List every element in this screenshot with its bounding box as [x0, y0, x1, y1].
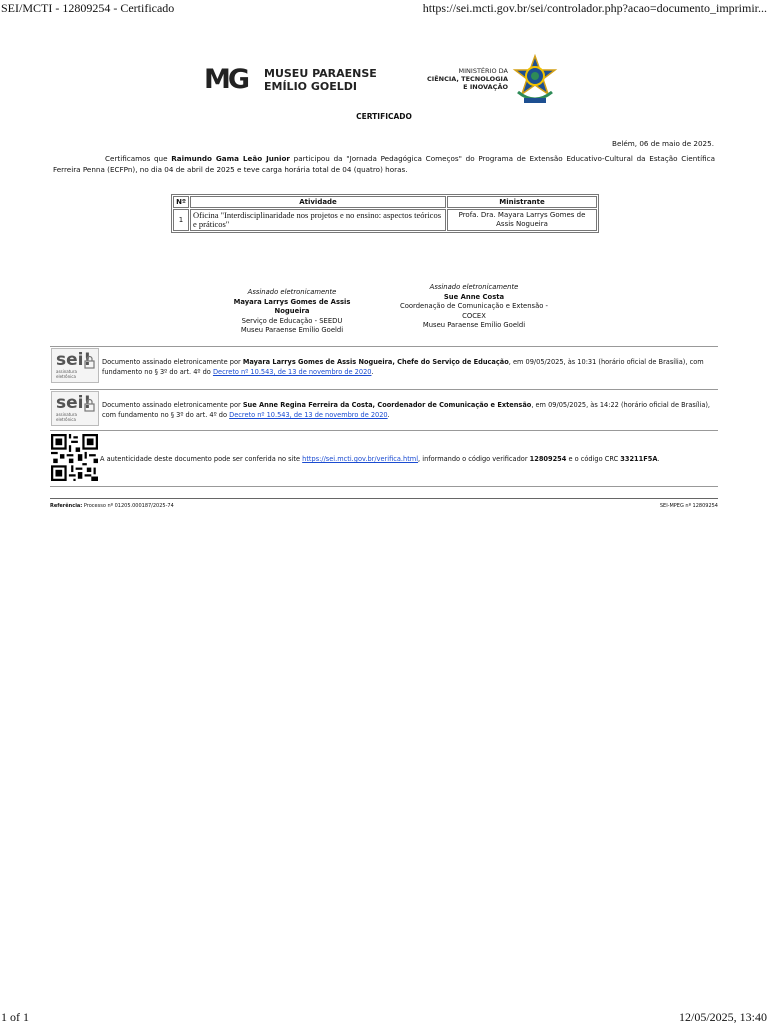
brazil-coat-of-arms-icon [510, 54, 560, 108]
document-title: CERTIFICADO [356, 112, 412, 121]
ministry-logo [418, 67, 508, 97]
ministry-line3: E INOVAÇÃO [463, 83, 508, 91]
signature-1-name: Mayara Larrys Gomes de Assis Nogueira [233, 297, 351, 315]
museum-logo-mark: MG [204, 64, 248, 95]
verification-code: 12809254 [529, 455, 567, 463]
divider [50, 389, 718, 390]
table-header-activity: Atividade [190, 196, 446, 208]
divider [50, 346, 718, 347]
table-header-speaker: Ministrante [447, 196, 597, 208]
table-header-number: Nº [173, 196, 189, 208]
document-id: SEI-MPEG nº 12809254 [659, 503, 718, 509]
signature-1-org: Museu Paraense Emílio Goeldi [240, 326, 344, 334]
row-number: 1 [173, 209, 189, 231]
e-signature-1-text: Documento assinado eletronicamente por Mayara Larrys Gomes de Assis Nogueira, Chefe do Serviço de Educação, em 09/05/2025, às 10:31 (horário oficial de Brasília), com fundamento no § 3º do art. 4º do Decreto nº 10.543, de 13 de novembro de 2020. [102, 358, 704, 376]
divider [50, 430, 718, 431]
signature-2-dept: Coordenação de Comunicação e Extensão - [399, 302, 549, 310]
decree-link-1[interactable]: Decreto nº 10.543, de 13 de novembro de 2020 [212, 368, 372, 376]
participant-name: Raimundo Gama Leão Junior [171, 154, 290, 163]
row-speaker: Profa. Dra. Mayara Larrys Gomes de Assis Nogueira [447, 209, 597, 231]
divider [50, 486, 718, 487]
signature-2-name: Sue Anne Costa [443, 292, 505, 301]
signature-2-dept-code: COCEX [462, 311, 486, 320]
body-intro: Certificamos que [105, 154, 172, 163]
padlock-icon [84, 398, 95, 412]
qr-code-icon [51, 434, 98, 481]
ministry-line2: CIÊNCIA, TECNOLOGIA [427, 75, 508, 83]
sei-logo-text: sei! [56, 350, 92, 370]
verification-link[interactable]: https://sei.mcti.gov.br/verifica.html [302, 455, 419, 463]
print-page-title: SEI/MCTI - 12809254 - Certificado [1, 1, 175, 15]
museum-logo [204, 64, 377, 96]
table-row [173, 209, 597, 231]
sei-signature-logo-2 [51, 391, 99, 426]
e-signature-2-text: Documento assinado eletronicamente por Sue Anne Regina Ferreira da Costa, Coordenador de Comunicação e Extensão, em 09/05/2025, às 14:22 (horário oficial de Brasília), com fundamento no § 3º do art. 4º do Decreto nº 10.543, de 13 de novembro de 2020. [102, 401, 711, 419]
divider [50, 498, 718, 499]
decree-link-2[interactable]: Decreto nº 10.543, de 13 de novembro de 2020 [229, 411, 388, 419]
signature-2-label: Assinado eletronicamente [429, 283, 519, 291]
padlock-icon [84, 355, 95, 369]
print-timestamp: 12/05/2025, 13:40 [678, 1010, 767, 1024]
e-signature-2-signer: Sue Anne Regina Ferreira da Costa, Coordenador de Comunicação e Extensão [242, 401, 532, 409]
activities-table [171, 194, 599, 233]
row-activity: Oficina "Interdisciplinaridade nos projetos e no ensino: aspectos teóricos e práticos" [190, 209, 446, 231]
body-rest: participou da "Jornada Pedagógica Começos" do Programa de Extensão Educativo-Cultural da Estação Científica Ferreira Penna (ECFPn), no dia 04 de abril de 2025 e teve carga horária total de 04 (quatro) horas. [53, 154, 715, 174]
document-date: Belém, 06 de maio de 2025. [612, 139, 714, 148]
crc-code: 33211F5A [620, 455, 658, 463]
signature-block-1 [222, 288, 362, 336]
museum-name-line1: MUSEU PARAENSE [264, 67, 377, 80]
sei-logo-subtitle: assinatura eletrônica [56, 369, 77, 379]
e-signature-1-signer: Mayara Larrys Gomes de Assis Nogueira, Chefe do Serviço de Educação [242, 358, 509, 366]
signature-block-2 [399, 283, 549, 331]
signature-2-org: Museu Paraense Emílio Goeldi [422, 321, 526, 329]
museum-name-line2: EMÍLIO GOELDI [264, 80, 357, 93]
table-header-row [173, 196, 597, 208]
certificate-body [53, 153, 715, 175]
sei-logo-text: sei! [56, 393, 92, 413]
ministry-line1: MINISTÉRIO DA [458, 67, 508, 75]
signature-1-label: Assinado eletronicamente [247, 288, 337, 296]
signature-1-dept: Serviço de Educação - SEEDU [241, 316, 343, 325]
print-page-url: https://sei.mcti.gov.br/sei/controlador.php?acao=documento_imprimir... [422, 1, 767, 15]
print-page-count: 1 of 1 [1, 1010, 29, 1024]
verification-text: A autenticidade deste documento pode ser conferida no site https://sei.mcti.gov.br/verifica.html, informando o código verificador 12809254 e o código CRC 33211F5A. [100, 455, 660, 463]
process-reference: Referência: Processo nº 01205.000187/2025-74 [50, 503, 174, 509]
sei-signature-logo-1 [51, 348, 99, 383]
sei-logo-subtitle: assinatura eletrônica [56, 412, 77, 422]
